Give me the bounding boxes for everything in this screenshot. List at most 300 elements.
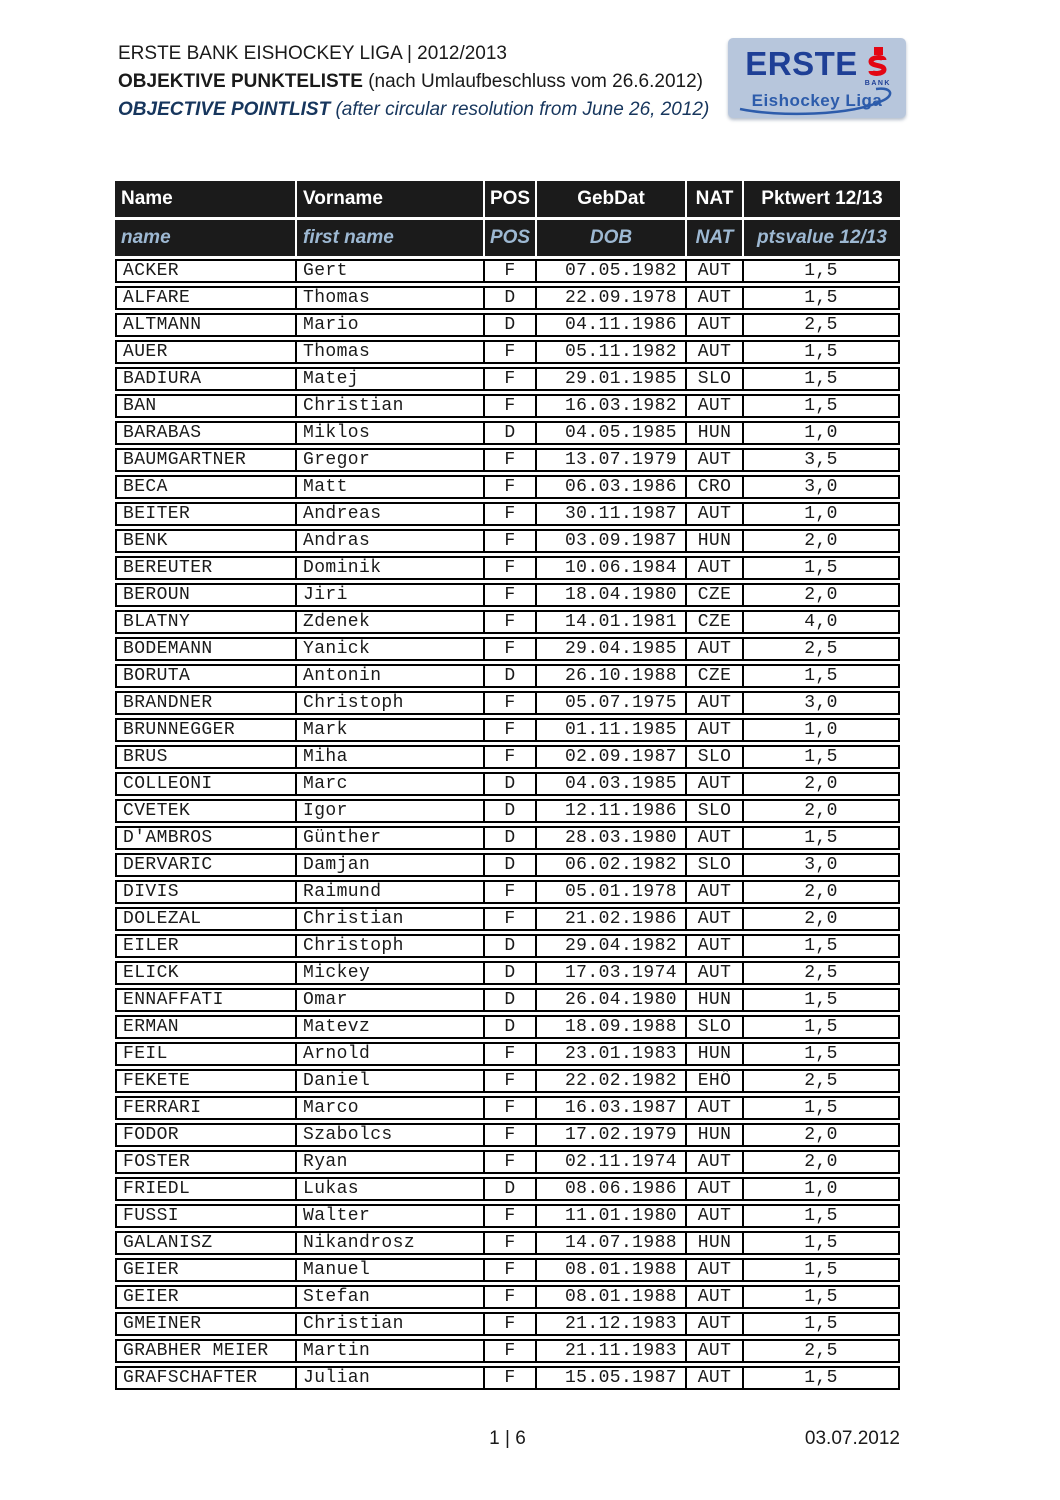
cell-dob: 17.03.1974	[537, 961, 687, 985]
col-header-dob-de: GebDat	[537, 181, 687, 217]
cell-name: BECA	[115, 475, 297, 499]
cell-dob: 22.02.1982	[537, 1069, 687, 1093]
cell-name: FERRARI	[115, 1096, 297, 1120]
cell-ptsvalue: 2,5	[744, 313, 900, 337]
table-row	[115, 529, 900, 553]
cell-firstname: Matt	[297, 475, 485, 499]
cell-firstname: Yanick	[297, 637, 485, 661]
cell-nat: CZE	[687, 583, 744, 607]
cell-ptsvalue: 1,5	[744, 259, 900, 283]
cell-firstname: Raimund	[297, 880, 485, 904]
cell-ptsvalue: 3,0	[744, 475, 900, 499]
cell-nat: AUT	[687, 961, 744, 985]
cell-pos: F	[485, 907, 537, 931]
cell-ptsvalue: 1,5	[744, 1096, 900, 1120]
cell-pos: D	[485, 853, 537, 877]
cell-ptsvalue: 1,5	[744, 1231, 900, 1255]
cell-nat: AUT	[687, 556, 744, 580]
cell-dob: 17.02.1979	[537, 1123, 687, 1147]
cell-name: BRANDNER	[115, 691, 297, 715]
cell-dob: 14.07.1988	[537, 1231, 687, 1255]
table-row	[115, 394, 900, 418]
cell-pos: D	[485, 664, 537, 688]
title-de-rest: (nach Umlaufbeschluss vom 26.6.2012)	[362, 71, 703, 92]
cell-pos: D	[485, 313, 537, 337]
cell-ptsvalue: 2,0	[744, 907, 900, 931]
cell-nat: EHÖ	[687, 1069, 744, 1093]
cell-firstname: Szabolcs	[297, 1123, 485, 1147]
cell-name: BORUTA	[115, 664, 297, 688]
cell-dob: 13.07.1979	[537, 448, 687, 472]
points-table	[115, 178, 900, 1393]
cell-name: ELICK	[115, 961, 297, 985]
cell-ptsvalue: 1,5	[744, 286, 900, 310]
cell-firstname: Antonin	[297, 664, 485, 688]
cell-nat: HUN	[687, 529, 744, 553]
cell-pos: F	[485, 1231, 537, 1255]
cell-dob: 18.04.1980	[537, 583, 687, 607]
table-row	[115, 826, 900, 850]
table-row	[115, 799, 900, 823]
cell-firstname: Marco	[297, 1096, 485, 1120]
table-row	[115, 1339, 900, 1363]
cell-pos: F	[485, 475, 537, 499]
cell-firstname: Stefan	[297, 1285, 485, 1309]
table-row	[115, 367, 900, 391]
title-de-bold: OBJEKTIVE PUNKTELISTE	[118, 71, 363, 92]
table-row	[115, 1096, 900, 1120]
cell-nat: AUT	[687, 340, 744, 364]
document-header	[118, 40, 709, 124]
cell-pos: D	[485, 799, 537, 823]
cell-ptsvalue: 1,0	[744, 502, 900, 526]
col-header-ptsvalue-de: Pktwert 12/13	[744, 181, 900, 217]
table-row	[115, 934, 900, 958]
cell-ptsvalue: 1,5	[744, 1312, 900, 1336]
cell-firstname: Mario	[297, 313, 485, 337]
cell-nat: AUT	[687, 1258, 744, 1282]
cell-name: BAUMGARTNER	[115, 448, 297, 472]
cell-firstname: Miha	[297, 745, 485, 769]
cell-dob: 08.01.1988	[537, 1285, 687, 1309]
table-row	[115, 664, 900, 688]
table-row	[115, 1285, 900, 1309]
cell-ptsvalue: 1,5	[744, 367, 900, 391]
cell-nat: AUT	[687, 1312, 744, 1336]
cell-pos: F	[485, 1312, 537, 1336]
cell-ptsvalue: 2,5	[744, 1069, 900, 1093]
cell-ptsvalue: 2,0	[744, 1150, 900, 1174]
cell-pos: D	[485, 961, 537, 985]
cell-ptsvalue: 1,5	[744, 1258, 900, 1282]
cell-dob: 03.09.1987	[537, 529, 687, 553]
cell-dob: 12.11.1986	[537, 799, 687, 823]
cell-firstname: Omar	[297, 988, 485, 1012]
cell-name: FEIL	[115, 1042, 297, 1066]
table-row	[115, 1366, 900, 1390]
cell-firstname: Miklos	[297, 421, 485, 445]
cell-name: GRABHER MEIER	[115, 1339, 297, 1363]
cell-ptsvalue: 1,0	[744, 421, 900, 445]
cell-firstname: Thomas	[297, 286, 485, 310]
cell-name: DIVIS	[115, 880, 297, 904]
table-row	[115, 1042, 900, 1066]
table-row	[115, 1258, 900, 1282]
table-row	[115, 1123, 900, 1147]
cell-dob: 22.09.1978	[537, 286, 687, 310]
cell-name: BEROUN	[115, 583, 297, 607]
cell-name: GEIER	[115, 1285, 297, 1309]
cell-pos: F	[485, 1042, 537, 1066]
cell-firstname: Günther	[297, 826, 485, 850]
cell-dob: 05.07.1975	[537, 691, 687, 715]
cell-pos: F	[485, 745, 537, 769]
cell-pos: D	[485, 1177, 537, 1201]
cell-dob: 02.11.1974	[537, 1150, 687, 1174]
table-row	[115, 1069, 900, 1093]
cell-firstname: Ryan	[297, 1150, 485, 1174]
logo-league-text: Eishockey Liga	[751, 91, 883, 110]
cell-name: CVETEK	[115, 799, 297, 823]
cell-dob: 07.05.1982	[537, 259, 687, 283]
cell-pos: F	[485, 1204, 537, 1228]
logo-brand-text: ERSTE	[745, 45, 858, 82]
cell-pos: F	[485, 1069, 537, 1093]
cell-nat: CZE	[687, 664, 744, 688]
cell-name: BAN	[115, 394, 297, 418]
cell-dob: 28.03.1980	[537, 826, 687, 850]
cell-name: FODOR	[115, 1123, 297, 1147]
cell-ptsvalue: 1,5	[744, 745, 900, 769]
cell-name: DERVARIC	[115, 853, 297, 877]
cell-dob: 04.03.1985	[537, 772, 687, 796]
cell-ptsvalue: 1,5	[744, 664, 900, 688]
cell-name: BARABAS	[115, 421, 297, 445]
cell-dob: 21.12.1983	[537, 1312, 687, 1336]
col-header-nat-en: NAT	[687, 220, 744, 256]
cell-firstname: Dominik	[297, 556, 485, 580]
cell-pos: D	[485, 934, 537, 958]
cell-pos: F	[485, 367, 537, 391]
table-row	[115, 340, 900, 364]
table-header-row-english	[115, 220, 900, 256]
cell-dob: 11.01.1980	[537, 1204, 687, 1228]
cell-dob: 26.10.1988	[537, 664, 687, 688]
cell-name: ENNAFFATI	[115, 988, 297, 1012]
cell-pos: D	[485, 286, 537, 310]
cell-pos: F	[485, 448, 537, 472]
cell-pos: F	[485, 1339, 537, 1363]
cell-nat: AUT	[687, 1285, 744, 1309]
cell-nat: AUT	[687, 502, 744, 526]
cell-nat: AUT	[687, 286, 744, 310]
cell-name: BENK	[115, 529, 297, 553]
cell-ptsvalue: 2,5	[744, 637, 900, 661]
title-en	[118, 96, 709, 124]
cell-firstname: Andreas	[297, 502, 485, 526]
table-row	[115, 745, 900, 769]
cell-dob: 08.01.1988	[537, 1258, 687, 1282]
col-header-ptsvalue-en: ptsvalue 12/13	[744, 220, 900, 256]
cell-dob: 06.02.1982	[537, 853, 687, 877]
cell-ptsvalue: 2,5	[744, 961, 900, 985]
table-row	[115, 448, 900, 472]
cell-ptsvalue: 1,5	[744, 1366, 900, 1390]
cell-ptsvalue: 2,0	[744, 529, 900, 553]
cell-firstname: Mark	[297, 718, 485, 742]
cell-ptsvalue: 1,5	[744, 826, 900, 850]
cell-ptsvalue: 1,0	[744, 1177, 900, 1201]
cell-ptsvalue: 3,0	[744, 853, 900, 877]
table-row	[115, 637, 900, 661]
table-row	[115, 1204, 900, 1228]
cell-firstname: Lukas	[297, 1177, 485, 1201]
cell-ptsvalue: 1,0	[744, 718, 900, 742]
cell-nat: HUN	[687, 988, 744, 1012]
cell-dob: 14.01.1981	[537, 610, 687, 634]
col-header-name-en: name	[115, 220, 297, 256]
cell-nat: AUT	[687, 259, 744, 283]
cell-name: ACKER	[115, 259, 297, 283]
table-row	[115, 1312, 900, 1336]
title-en-bold: OBJECTIVE POINTLIST	[118, 99, 331, 120]
cell-nat: AUT	[687, 1366, 744, 1390]
cell-name: GALANISZ	[115, 1231, 297, 1255]
cell-name: D'AMBROS	[115, 826, 297, 850]
cell-nat: AUT	[687, 718, 744, 742]
cell-name: BADIURA	[115, 367, 297, 391]
cell-nat: CRO	[687, 475, 744, 499]
cell-firstname: Walter	[297, 1204, 485, 1228]
cell-pos: F	[485, 1096, 537, 1120]
cell-nat: SLO	[687, 853, 744, 877]
cell-name: BEREUTER	[115, 556, 297, 580]
cell-pos: F	[485, 529, 537, 553]
cell-pos: F	[485, 610, 537, 634]
cell-nat: AUT	[687, 1339, 744, 1363]
cell-pos: F	[485, 1123, 537, 1147]
logo-brand-row	[728, 47, 906, 89]
cell-nat: AUT	[687, 907, 744, 931]
cell-ptsvalue: 1,5	[744, 556, 900, 580]
cell-name: GEIER	[115, 1258, 297, 1282]
cell-firstname: Marc	[297, 772, 485, 796]
cell-ptsvalue: 3,5	[744, 448, 900, 472]
cell-ptsvalue: 2,0	[744, 880, 900, 904]
cell-dob: 29.04.1982	[537, 934, 687, 958]
cell-firstname: Martin	[297, 1339, 485, 1363]
erste-liga-logo	[728, 38, 906, 118]
table-row	[115, 556, 900, 580]
cell-dob: 21.11.1983	[537, 1339, 687, 1363]
cell-dob: 04.11.1986	[537, 313, 687, 337]
table-row	[115, 880, 900, 904]
cell-nat: CZE	[687, 610, 744, 634]
cell-ptsvalue: 1,5	[744, 934, 900, 958]
cell-ptsvalue: 2,0	[744, 583, 900, 607]
cell-dob: 06.03.1986	[537, 475, 687, 499]
cell-nat: AUT	[687, 691, 744, 715]
cell-dob: 16.03.1987	[537, 1096, 687, 1120]
table-row	[115, 502, 900, 526]
cell-firstname: Manuel	[297, 1258, 485, 1282]
table-row	[115, 421, 900, 445]
cell-name: BEITER	[115, 502, 297, 526]
cell-ptsvalue: 1,5	[744, 340, 900, 364]
cell-pos: D	[485, 826, 537, 850]
cell-pos: F	[485, 637, 537, 661]
col-header-nat-de: NAT	[687, 181, 744, 217]
cell-nat: SLO	[687, 367, 744, 391]
table-row	[115, 1015, 900, 1039]
cell-dob: 08.06.1986	[537, 1177, 687, 1201]
cell-pos: F	[485, 394, 537, 418]
cell-ptsvalue: 2,0	[744, 772, 900, 796]
cell-firstname: Christian	[297, 394, 485, 418]
col-header-dob-en: DOB	[537, 220, 687, 256]
table-row	[115, 1150, 900, 1174]
cell-firstname: Gregor	[297, 448, 485, 472]
cell-pos: F	[485, 1285, 537, 1309]
cell-firstname: Thomas	[297, 340, 485, 364]
cell-dob: 29.04.1985	[537, 637, 687, 661]
col-header-firstname-de: Vorname	[297, 181, 485, 217]
cell-firstname: Damjan	[297, 853, 485, 877]
cell-firstname: Christian	[297, 907, 485, 931]
cell-firstname: Nikandrosz	[297, 1231, 485, 1255]
cell-firstname: Christoph	[297, 934, 485, 958]
cell-nat: HUN	[687, 1042, 744, 1066]
cell-pos: F	[485, 556, 537, 580]
cell-firstname: Mickey	[297, 961, 485, 985]
cell-pos: D	[485, 988, 537, 1012]
table-row	[115, 583, 900, 607]
cell-pos: F	[485, 340, 537, 364]
cell-name: BRUS	[115, 745, 297, 769]
cell-firstname: Julian	[297, 1366, 485, 1390]
cell-nat: AUT	[687, 1177, 744, 1201]
cell-nat: SLO	[687, 799, 744, 823]
cell-pos: D	[485, 772, 537, 796]
title-league-season: ERSTE BANK EISHOCKEY LIGA | 2012/2013	[118, 43, 507, 64]
cell-ptsvalue: 2,0	[744, 1123, 900, 1147]
cell-nat: SLO	[687, 745, 744, 769]
cell-ptsvalue: 2,5	[744, 1339, 900, 1363]
page-footer	[115, 1428, 900, 1450]
cell-ptsvalue: 2,0	[744, 799, 900, 823]
table-row	[115, 988, 900, 1012]
cell-name: ALFARE	[115, 286, 297, 310]
cell-firstname: Daniel	[297, 1069, 485, 1093]
cell-ptsvalue: 1,5	[744, 1042, 900, 1066]
cell-firstname: Andras	[297, 529, 485, 553]
col-header-pos-en: POS	[485, 220, 537, 256]
sparkasse-s-glyph	[866, 47, 888, 77]
cell-firstname: Christian	[297, 1312, 485, 1336]
cell-dob: 01.11.1985	[537, 718, 687, 742]
cell-pos: F	[485, 691, 537, 715]
cell-firstname: Igor	[297, 799, 485, 823]
cell-dob: 18.09.1988	[537, 1015, 687, 1039]
cell-name: COLLEONI	[115, 772, 297, 796]
cell-ptsvalue: 1,5	[744, 1015, 900, 1039]
cell-nat: HUN	[687, 1123, 744, 1147]
table-row	[115, 691, 900, 715]
table-row	[115, 610, 900, 634]
cell-name: BLATNY	[115, 610, 297, 634]
cell-nat: AUT	[687, 1204, 744, 1228]
cell-dob: 21.02.1986	[537, 907, 687, 931]
cell-nat: AUT	[687, 1150, 744, 1174]
cell-dob: 30.11.1987	[537, 502, 687, 526]
cell-pos: F	[485, 259, 537, 283]
cell-nat: AUT	[687, 772, 744, 796]
col-header-name-de: Name	[115, 181, 297, 217]
cell-dob: 10.06.1984	[537, 556, 687, 580]
cell-firstname: Gert	[297, 259, 485, 283]
cell-pos: F	[485, 1258, 537, 1282]
cell-ptsvalue: 1,5	[744, 1204, 900, 1228]
cell-name: EILER	[115, 934, 297, 958]
table-row	[115, 853, 900, 877]
cell-pos: D	[485, 1015, 537, 1039]
cell-dob: 02.09.1987	[537, 745, 687, 769]
table-header-row-german	[115, 181, 900, 217]
cell-name: GRAFSCHAFTER	[115, 1366, 297, 1390]
cell-name: FEKETE	[115, 1069, 297, 1093]
cell-firstname: Matevz	[297, 1015, 485, 1039]
cell-name: ERMAN	[115, 1015, 297, 1039]
col-header-firstname-en: first name	[297, 220, 485, 256]
cell-firstname: Zdenek	[297, 610, 485, 634]
cell-ptsvalue: 1,5	[744, 1285, 900, 1309]
cell-name: BRUNNEGGER	[115, 718, 297, 742]
cell-firstname: Matej	[297, 367, 485, 391]
cell-nat: AUT	[687, 448, 744, 472]
table-row	[115, 772, 900, 796]
cell-ptsvalue: 4,0	[744, 610, 900, 634]
cell-dob: 16.03.1982	[537, 394, 687, 418]
table-row	[115, 259, 900, 283]
cell-dob: 15.05.1987	[537, 1366, 687, 1390]
cell-name: FRIEDL	[115, 1177, 297, 1201]
col-header-pos-de: POS	[485, 181, 537, 217]
cell-name: AUER	[115, 340, 297, 364]
cell-name: FOSTER	[115, 1150, 297, 1174]
cell-firstname: Christoph	[297, 691, 485, 715]
cell-pos: F	[485, 880, 537, 904]
table-row	[115, 1231, 900, 1255]
cell-pos: D	[485, 421, 537, 445]
cell-dob: 26.04.1980	[537, 988, 687, 1012]
cell-dob: 04.05.1985	[537, 421, 687, 445]
table-row	[115, 286, 900, 310]
table-row	[115, 313, 900, 337]
cell-name: GMEINER	[115, 1312, 297, 1336]
cell-name: BODEMANN	[115, 637, 297, 661]
table-row	[115, 907, 900, 931]
title-de	[118, 68, 709, 96]
cell-dob: 29.01.1985	[537, 367, 687, 391]
cell-nat: AUT	[687, 637, 744, 661]
cell-name: DOLEZAL	[115, 907, 297, 931]
table-row	[115, 1177, 900, 1201]
cell-dob: 05.01.1978	[537, 880, 687, 904]
cell-dob: 23.01.1983	[537, 1042, 687, 1066]
cell-nat: AUT	[687, 826, 744, 850]
page-number: 1 | 6	[489, 1428, 526, 1449]
cell-ptsvalue: 1,5	[744, 988, 900, 1012]
